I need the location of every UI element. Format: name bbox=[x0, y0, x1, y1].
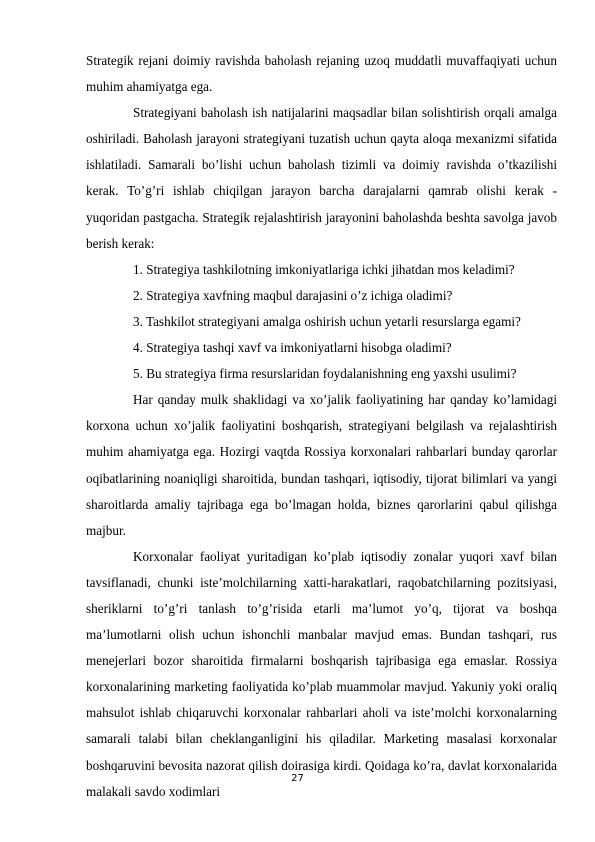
paragraph-risk: Korxonalar faoliyat yuritadigan ko’plab iqtisodiy zonalar yuqori xavf bilan tavsiflanadi, chunki iste’molchilarning xatti-harakatlari, raqobatchilarning pozitsiyasi, sheriklarni to’g’ri tanlash to’g’risida etarli ma’lumot yo’q, tijorat va boshqa ma’lumotlarni olish uchun ishonchli manbalar mavjud emas. Bundan tashqari, rus menejerlari bozor sharoitida firmalarni boshqarish tajribasiga ega emaslar. Rossiya korxonalarining marketing faoliyatida ko’plab muammolar mavjud. Yakuniy yoki oraliq mahsulot ishlab chiqaruvchi korxonalar rahbarlari aholi va iste’molchi korxonalarning samarali talabi bilan cheklanganligini his qiladilar. Marketing masalasi korxonalar boshqaruvini bevosita nazorat qilish doirasiga kirdi. Qoidaga ko’ra, davlat korxonalarida malakali savdo xodimlari bbox=[86, 548, 557, 799]
questions-list bbox=[86, 257, 557, 387]
paragraph-intro: Strategik rejani doimiy ravishda baholash rejaning uzoq muddatli muvaffaqiyati uchun muhim ahamiyatga ega. bbox=[86, 53, 557, 95]
paragraph-evaluation: Strategiyani baholash ish natijalarini maqsadlar bilan solishtirish orqali amalga oshiriladi. Baholash jarayoni strategiyani tuzatish uchun qayta aloqa mexanizmi sifatida ishlatiladi. Samarali bo’lishi uchun baholash tizimli va doimiy ravishda o’tkazilishi kerak. To’g’ri ishlab chiqilgan jarayon barcha darajalarni qamrab olishi kerak - yuqoridan pastgacha. Strategik rejalashtirish jarayonini baholashda beshta savolga javob berish kerak: bbox=[86, 105, 557, 251]
document-body bbox=[86, 48, 557, 805]
page-number: 27 bbox=[291, 773, 304, 784]
list-item: 4. Strategiya tashqi xavf va imkoniyatlarni hisobga oladimi? bbox=[133, 340, 452, 356]
list-item: 1. Strategiya tashkilotning imkoniyatlariga ichki jihatdan mos keladimi? bbox=[133, 261, 515, 277]
list-item: 5. Bu strategiya firma resurslaridan foydalanishning eng yaxshi usulimi? bbox=[133, 366, 517, 382]
list-item: 3. Tashkilot strategiyani amalga oshirish uchun yetarli resurslarga egami? bbox=[133, 313, 521, 329]
paragraph-management: Har qanday mulk shaklidagi va xo’jalik faoliyatining har qanday ko’lamidagi korxona uchun xo’jalik faoliyatini boshqarish, strategiyani belgilash va rejalashtirish muhim ahamiyatga ega. Hozirgi vaqtda Rossiya korxonalari rahbarlari bunday qarorlar oqibatlarining noaniqligi sharoitida, bundan tashqari, iqtisodiy, tijorat bilimlari va yangi sharoitlarda amaliy tajribaga ega bo’lmagan holda, biznes qarorlarini qabul qilishga majbur. bbox=[86, 392, 557, 538]
list-item: 2. Strategiya xavfning maqbul darajasini o’z ichiga oladimi? bbox=[133, 287, 453, 303]
